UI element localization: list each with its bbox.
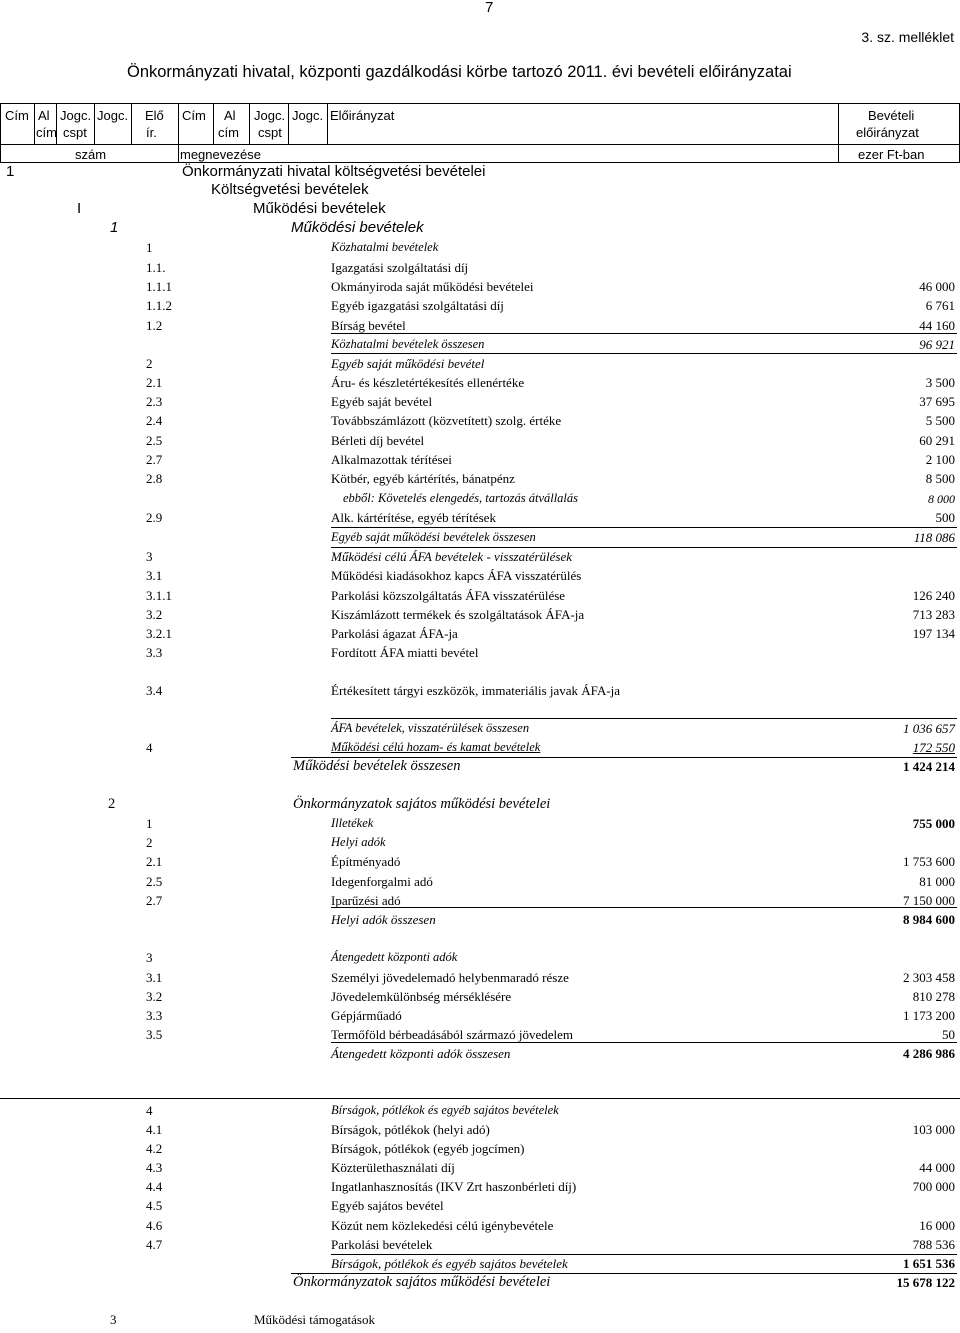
row-name: Parkolási közszolgáltatás ÁFA visszatérülése [331, 588, 566, 603]
total-name: Működési bevételek összesen [293, 758, 461, 774]
row-amount: 700 000 [912, 1179, 955, 1194]
subtotal-amount: 1 651 536 [903, 1256, 955, 1271]
subtotal-name: Bírságok, pótlékok és egyéb sajátos bevételek [331, 1256, 568, 1271]
row-amount: 172 550 [912, 740, 955, 755]
row-name: Egyéb sajátos bevétel [331, 1198, 444, 1213]
row-code: 4.2 [146, 1141, 163, 1156]
row-code: 2.9 [146, 510, 163, 525]
header-top-rule [0, 103, 960, 104]
row-code: 4.5 [146, 1198, 163, 1213]
row-rule [331, 1254, 957, 1255]
row-name: Illetékek [331, 816, 374, 830]
row-name: Bírságok, pótlékok és egyéb sajátos bevételek [331, 1103, 559, 1117]
row-code: 3.3 [146, 1008, 163, 1023]
row-code: 4 [146, 740, 153, 755]
header-szam: szám [75, 147, 107, 162]
row-amount: 788 536 [912, 1237, 955, 1252]
row-code-lvl3: 3 [110, 1312, 117, 1327]
col-divider [131, 103, 132, 144]
subtotal-amount: 8 984 600 [903, 912, 955, 927]
header-eloiranyzat2: előirányzat [856, 125, 919, 140]
row-code: 3.2.1 [146, 626, 172, 641]
row-amount: 713 283 [912, 607, 955, 622]
row-code: 3.4 [146, 683, 163, 698]
row-amount: 500 [935, 510, 955, 525]
row-name: Közterülethasználati díj [331, 1160, 455, 1175]
row-code: 4.1 [146, 1122, 163, 1137]
row-code: 2.8 [146, 471, 163, 486]
row-code: 4 [146, 1103, 153, 1118]
row-name: Helyi adók [331, 835, 386, 849]
row-name: Bírságok, pótlékok (egyéb jogcímen) [331, 1141, 525, 1156]
row-amount: 810 278 [912, 989, 955, 1004]
col-divider [288, 103, 289, 144]
row-name: Építményadó [331, 854, 401, 869]
row-amount: 103 000 [912, 1122, 955, 1137]
row-code: 2.5 [146, 874, 163, 889]
row-rule [331, 353, 957, 354]
row-name: Bérleti díj bevétel [331, 433, 425, 448]
row-code: 3 [146, 950, 153, 965]
row-code: 2.1 [146, 854, 163, 869]
subtotal-amount: 4 286 986 [903, 1046, 955, 1061]
row-code-lvl2: I [77, 200, 82, 217]
header-jogc3: Jogc. [254, 108, 286, 123]
row-code: 4.6 [146, 1218, 163, 1233]
row-amount: 44 000 [919, 1160, 955, 1175]
row-code: 3.2 [146, 989, 163, 1004]
row-code: 2 [146, 356, 153, 371]
row-name: Bírság bevétel [331, 318, 406, 333]
row-amount: 8 000 [928, 492, 955, 506]
subtotal-name: Közhatalmi bevételek összesen [331, 337, 485, 351]
row-code: 3.1 [146, 568, 163, 583]
header-al: Al [38, 108, 50, 123]
row-name: Jövedelemkülönbség mérséklésére [331, 989, 512, 1004]
total-name: Önkormányzatok sajátos működési bevételei [293, 1274, 551, 1290]
row-code: 2.4 [146, 413, 163, 428]
row-name: Igazgatási szolgáltatási díj [331, 260, 469, 275]
subtotal-name: ÁFA bevételek, visszatérülések összesen [331, 721, 530, 735]
row-code: 3.1 [146, 970, 163, 985]
row-name: Átengedett központi adók [331, 950, 458, 964]
row-code: 2.7 [146, 452, 163, 467]
row-name: Egyéb igazgatási szolgáltatási díj [331, 298, 504, 313]
subtotal-amount: 118 086 [913, 530, 955, 545]
row-name: Kiszámlázott termékek és szolgáltatások ÁFA-ja [331, 607, 585, 622]
header-unit: ezer Ft-ban [858, 147, 925, 162]
col-divider [34, 103, 35, 144]
row-code: 2.7 [146, 893, 163, 908]
header-jogc: Jogc. [97, 108, 129, 123]
row-name: Bírságok, pótlékok (helyi adó) [331, 1122, 490, 1137]
subtotal-name: Átengedett központi adók összesen [331, 1046, 511, 1061]
row-rule [331, 333, 957, 334]
row-name: Fordított ÁFA miatti bevétel [331, 645, 479, 660]
row-title: Működési támogatások [254, 1312, 375, 1327]
total-amount: 15 678 122 [896, 1275, 955, 1290]
row-amount: 2 100 [925, 452, 955, 467]
row-code: 3.3 [146, 645, 163, 660]
table-left-border [0, 103, 1, 162]
row-rule [331, 527, 957, 528]
header-ir: ír. [146, 125, 157, 140]
header-beveteli: Bevételi [868, 108, 915, 123]
row-name: Működési kiadásokhoz kapcs ÁFA visszatérülés [331, 568, 582, 583]
row-code: 3.5 [146, 1027, 163, 1042]
row-amount: 126 240 [912, 588, 955, 603]
row-name: Továbbszámlázott (közvetített) szolg. értéke [331, 413, 562, 428]
row-code: 2.3 [146, 394, 163, 409]
section-rule [0, 1098, 960, 1099]
row-code: 3.2 [146, 607, 163, 622]
row-title: Önkormányzatok sajátos működési bevételei [293, 796, 551, 812]
row-name: Egyéb saját bevétel [331, 394, 433, 409]
row-name: Okmányiroda saját működési bevételei [331, 279, 534, 294]
row-title: Működési bevételek [291, 219, 424, 236]
row-amount: 3 500 [925, 375, 955, 390]
row-code: 1.1.2 [146, 298, 172, 313]
row-amount: 8 500 [925, 471, 955, 486]
row-name: Értékesített tárgyi eszközök, immateriális javak ÁFA-ja [331, 683, 621, 698]
row-amount: 50 [942, 1027, 955, 1042]
row-name: ebből: Követelés elengedés, tartozás átvállalás [343, 491, 579, 505]
row-rule [331, 718, 957, 719]
annex-label: 3. sz. melléklet [861, 29, 954, 45]
row-code: 3 [146, 549, 153, 564]
row-amount: 1 753 600 [903, 854, 955, 869]
row-name: Közút nem közlekedési célú igénybevétele [331, 1218, 554, 1233]
header-cim2: cím [36, 125, 57, 140]
row-code: 2 [146, 835, 153, 850]
row-code-lvl1: 1 [6, 163, 15, 180]
row-code: 1.1. [146, 260, 166, 275]
page-number: 7 [485, 0, 494, 16]
header-eloiranyzat: Előirányzat [330, 108, 395, 123]
row-amount: 6 761 [925, 298, 955, 313]
row-name: Kötbér, egyéb kártérítés, bánatpénz [331, 471, 515, 486]
row-amount: 2 303 458 [903, 970, 955, 985]
subtotal-amount: 1 036 657 [903, 721, 955, 736]
header-al2: Al [224, 108, 236, 123]
col-divider [249, 103, 250, 144]
row-code: 2.1 [146, 375, 163, 390]
row-code: 4.7 [146, 1237, 163, 1252]
row-name: Működési célú ÁFA bevételek - visszatérülések [331, 549, 573, 564]
subtotal-amount: 96 921 [919, 337, 955, 352]
row-name: Alk. kártérítése, egyéb térítések [331, 510, 496, 525]
row-amount: 7 150 000 [903, 893, 955, 908]
total-amount: 1 424 214 [903, 759, 955, 774]
col-divider [213, 103, 214, 144]
page-title: Önkormányzati hivatal, központi gazdálkodási körbe tartozó 2011. évi bevételi előirányzatai [127, 63, 792, 81]
row-name: Iparűzési adó [331, 893, 401, 908]
row-name: Közhatalmi bevételek [331, 240, 439, 254]
row-name: Alkalmazottak térítései [331, 452, 452, 467]
row-code: 3.1.1 [146, 588, 172, 603]
row-amount: 1 173 200 [903, 1008, 955, 1023]
row-code-lvl3: 2 [108, 796, 116, 812]
row-amount: 755 000 [912, 816, 955, 831]
row-amount: 60 291 [919, 433, 955, 448]
row-name: Gépjárműadó [331, 1008, 402, 1023]
row-title: Működési bevételek [253, 200, 386, 217]
subtotal-name: Helyi adók összesen [331, 912, 436, 927]
row-amount: 5 500 [925, 413, 955, 428]
header-mid-rule [0, 144, 960, 145]
row-name: Személyi jövedelemadó helybenmaradó része [331, 970, 569, 985]
row-name: Működési célú hozam- és kamat bevételek [331, 740, 541, 754]
col-divider [327, 103, 328, 144]
row-amount: 44 160 [919, 318, 955, 333]
row-rule [331, 547, 957, 548]
row-name: Parkolási ágazat ÁFA-ja [331, 626, 458, 641]
col-divider [178, 103, 179, 162]
row-amount: 16 000 [919, 1218, 955, 1233]
row-name: Idegenforgalmi adó [331, 874, 433, 889]
row-amount: 197 134 [912, 626, 955, 641]
row-name: Egyéb saját működési bevétel [331, 356, 485, 371]
row-code: 1.1.1 [146, 279, 172, 294]
row-code: 1 [146, 816, 153, 831]
row-code: 4.3 [146, 1160, 163, 1175]
row-name: Parkolási bevételek [331, 1237, 433, 1252]
row-code: 4.4 [146, 1179, 163, 1194]
row-amount: 37 695 [919, 394, 955, 409]
row-code: 2.5 [146, 433, 163, 448]
col-divider [94, 103, 95, 144]
header-cim3: Cím [182, 108, 206, 123]
row-rule [331, 907, 957, 908]
row-code: 1 [146, 240, 153, 255]
row-title: Költségvetési bevételek [211, 181, 369, 198]
header-cim4: cím [218, 125, 239, 140]
row-name: Áru- és készletértékesítés ellenértéke [331, 375, 525, 390]
row-amount: 81 000 [919, 874, 955, 889]
subtotal-name: Egyéb saját működési bevételek összesen [331, 530, 536, 544]
header-cim: Cím [5, 108, 29, 123]
row-title: Önkormányzati hivatal költségvetési bevételei [182, 163, 486, 180]
col-divider [838, 103, 839, 162]
row-code: 1.2 [146, 318, 163, 333]
header-megnevezese: megnevezése [180, 147, 261, 162]
header-cspt: cspt [63, 125, 87, 140]
header-cspt2: cspt [258, 125, 282, 140]
row-name: Termőföld bérbeadásából származó jövedelem [331, 1027, 574, 1042]
row-name: Ingatlanhasznosítás (IKV Zrt haszonbérleti díj) [331, 1179, 577, 1194]
header-elo: Elő [145, 108, 164, 123]
row-amount: 46 000 [919, 279, 955, 294]
header-jogc: Jogc. [60, 108, 92, 123]
row-code-lvl3: 1 [110, 219, 119, 236]
header-jogc4: Jogc. [292, 108, 324, 123]
row-rule [331, 1042, 957, 1043]
